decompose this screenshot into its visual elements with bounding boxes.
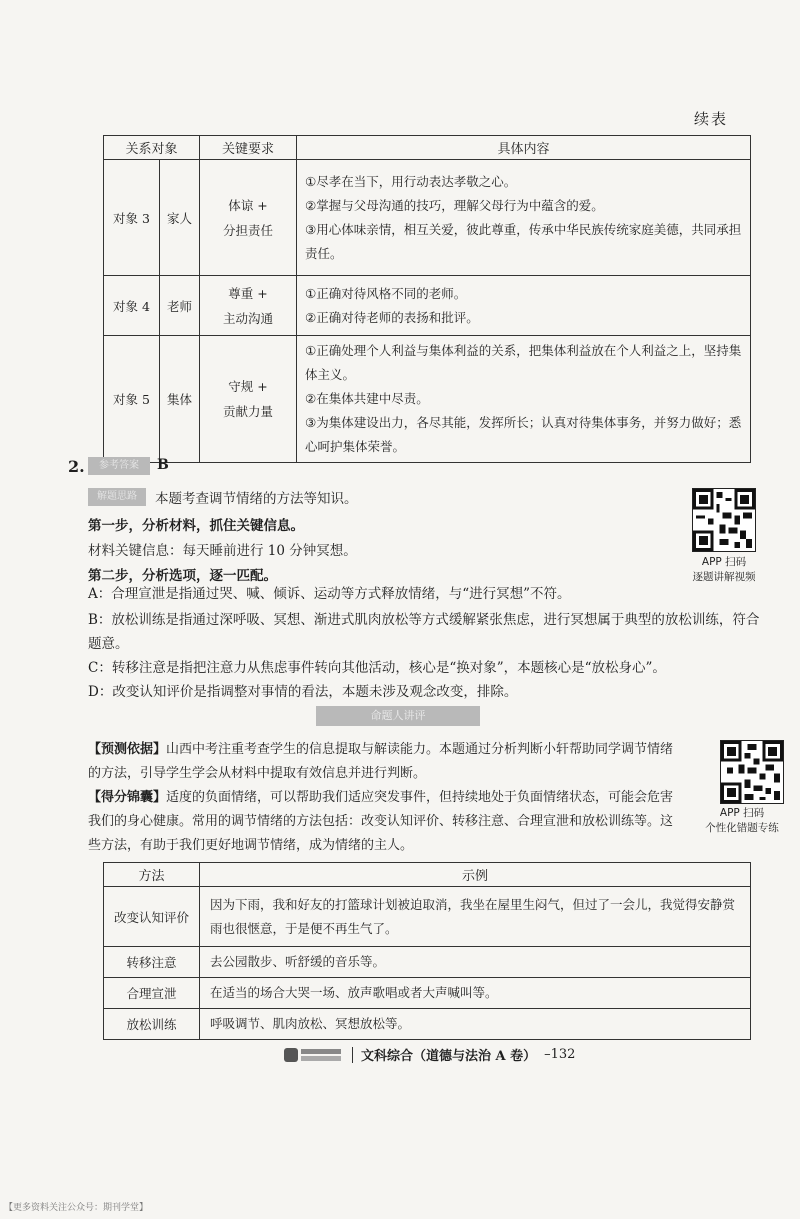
qr-code-icon[interactable] [720, 740, 784, 804]
req-line: 主动沟通 [222, 310, 273, 326]
row-content [297, 276, 751, 336]
source-credit: 【更多资料关注公众号：期刊学堂】 [4, 1203, 149, 1213]
req-line: 贡献力量 [222, 404, 273, 419]
relationship-table [103, 135, 751, 463]
content-item: ①尽孝在当下，用行动表达孝敬之心。 [305, 173, 517, 189]
option-b: B：放松训练是指通过深呼吸、冥想、渐进式肌肉放松等方式缓解紧张焦虑，进行冥想属于典型的放松训练，符合题意。 [88, 612, 760, 652]
emotion-methods-table [103, 862, 751, 1040]
analysis-tag: 解题思路 [88, 488, 146, 506]
row-example: 去公园散步、听舒缓的音乐等。 [200, 947, 751, 978]
header-method: 方法 [104, 863, 200, 887]
step-one: 第一步，分析材料，抓住关键信息。 [88, 518, 304, 534]
req-line: 尊重 + [228, 285, 268, 301]
footer-title: 文科综合（道德与法治 A 卷） [361, 1049, 537, 1064]
qr-caption [672, 555, 776, 585]
option-d: D：改变认知评价是指调整对事情的看法，本题未涉及观念改变，排除。 [88, 684, 518, 700]
option-a: A：合理宣泄是指通过哭、喊、倾诉、运动等方式释放情绪，与“进行冥想”不符。 [88, 586, 571, 602]
header-example: 示例 [200, 863, 751, 887]
qr-code-icon[interactable] [692, 488, 756, 552]
content-item: ②掌握与父母沟通的技巧，理解父母行为中蕴含的爱。 [305, 197, 604, 213]
row-example: 在适当的场合大哭一场、放声歌唱或者大声喊叫等。 [200, 978, 751, 1009]
analysis-intro: 本题考查调节情绪的方法等知识。 [155, 491, 358, 507]
row-method: 转移注意 [104, 947, 200, 978]
content-item: ①正确对待风格不同的老师。 [305, 285, 467, 301]
qr-caption-line: APP 扫码 [701, 556, 747, 568]
step-two: 第二步，分析选项，逐一匹配。 [88, 568, 277, 584]
qr-caption-line: 逐题讲解视频 [692, 571, 756, 583]
tips-text: 适度的负面情绪，可以帮助我们适应突发事件，但持续地处于负面情绪状态，可能会危害我们的身心健康。常用的调节情绪的方法包括：改变认知评价、转移注意、合理宣泄和放松训练等。这些方法，有助于我们更好地调节情绪，成为情绪的主人。 [88, 790, 674, 853]
answer-tag: 参考答案 [88, 457, 150, 475]
req-line: 体谅 + [228, 197, 268, 213]
row-requirement [200, 160, 297, 276]
table-row [104, 947, 751, 978]
publisher-logo-icon [284, 1046, 344, 1064]
table-row [104, 887, 751, 947]
key-info: 材料关键信息：每天睡前进行 10 分钟冥想。 [88, 543, 357, 559]
row-method: 合理宣泄 [104, 978, 200, 1009]
tips-label: 【得分锦囊】 [88, 790, 167, 805]
content-item: ③用心体味亲情，相互关爱，彼此尊重，传承中华民族传统家庭美德，共同承担责任。 [305, 221, 742, 261]
qr-caption-line: APP 扫码 [719, 807, 765, 819]
continued-label: 续表 [693, 110, 728, 128]
row-who: 老师 [160, 276, 200, 336]
row-object: 对象 4 [104, 276, 160, 336]
content-item: ②在集体共建中尽责。 [305, 391, 429, 406]
row-object: 对象 3 [104, 160, 160, 276]
table-row [104, 276, 751, 336]
page-footer [284, 1045, 575, 1064]
row-requirement [200, 336, 297, 463]
header-requirement: 关键要求 [200, 136, 297, 160]
table-row [104, 978, 751, 1009]
req-line: 守规 + [228, 379, 268, 394]
table-row [104, 336, 751, 463]
table-row [104, 1009, 751, 1040]
footer-separator [352, 1047, 353, 1063]
row-requirement [200, 276, 297, 336]
header-object: 关系对象 [104, 136, 200, 160]
table-header-row [104, 863, 751, 887]
header-content: 具体内容 [297, 136, 751, 160]
option-c: C：转移注意是指把注意力从焦虑事件转向其他活动，核心是“换对象”，本题核心是“放松身心”。 [88, 660, 666, 676]
content-item: ②正确对待老师的表扬和批评。 [305, 309, 479, 325]
content-item: ③为集体建设出力，各尽其能，发挥所长；认真对待集体事务，并努力做好；悉心呵护集体荣誉。 [305, 415, 742, 454]
content-item: ①正确处理个人利益与集体利益的关系，把集体利益放在个人利益之上，坚持集体主义。 [305, 343, 742, 382]
row-example: 因为下雨，我和好友的打篮球计划被迫取消，我坐在屋里生闷气，但过了一会儿，我觉得安静赏雨也很惬意，于是便不再生气了。 [200, 887, 751, 947]
answer-value: B [157, 457, 169, 473]
row-content [297, 336, 751, 463]
table-row [104, 160, 751, 276]
page-number: –132 [544, 1047, 576, 1062]
qr-caption-line: 个性化错题专练 [705, 822, 779, 834]
row-who: 家人 [160, 160, 200, 276]
req-line: 分担责任 [222, 222, 273, 238]
forecast-paragraph [88, 738, 678, 786]
row-method: 改变认知评价 [104, 887, 200, 947]
table-header-row [104, 136, 751, 160]
row-content [297, 160, 751, 276]
section-ribbon: 命题人讲评 [316, 706, 480, 726]
row-object: 对象 5 [104, 336, 160, 463]
question-number: 2. [68, 457, 85, 476]
forecast-label: 【预测依据】 [88, 742, 167, 757]
forecast-text: 山西中考注重考查学生的信息提取与解读能力。本题通过分析判断小轩帮助同学调节情绪的方法，引导学生学会从材料中提取有效信息并进行判断。 [88, 742, 674, 781]
tips-paragraph [88, 786, 678, 858]
qr-caption [686, 806, 798, 836]
row-method: 放松训练 [104, 1009, 200, 1040]
row-who: 集体 [160, 336, 200, 463]
row-example: 呼吸调节、肌肉放松、冥想放松等。 [200, 1009, 751, 1040]
